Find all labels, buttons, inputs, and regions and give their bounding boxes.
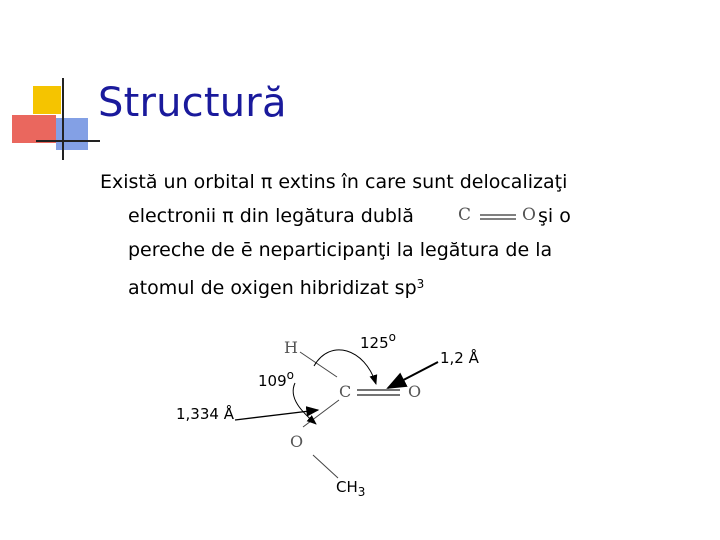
atom-h: H	[284, 338, 298, 357]
angle-125-label	[360, 330, 396, 352]
bond-o-ch3	[313, 455, 338, 478]
inline-formula-c: C	[458, 205, 472, 225]
inline-formula-o: O	[522, 205, 536, 225]
atom-c: C	[339, 382, 352, 401]
angle-125-degree: o	[388, 330, 396, 344]
atom-o-double: O	[408, 382, 422, 401]
bond-c-o-single	[303, 400, 339, 427]
angle-109-value: 109	[258, 372, 287, 390]
angle-125-value: 125	[360, 334, 389, 352]
text-line-2b: şi o	[538, 205, 571, 227]
text-line-1-content: Există un orbital π extins în care sunt delocalizaţi	[100, 171, 568, 193]
bond-h-c	[300, 352, 337, 377]
group-ch3-text: CH	[336, 478, 358, 496]
atom-o-single: O	[290, 432, 304, 451]
angle-109-label	[258, 368, 294, 390]
bond-length-c-o-single-label: 1,334 Å	[176, 405, 234, 423]
group-ch3	[336, 478, 366, 499]
text-line-4-content: atomul de oxigen hibridizat sp	[128, 277, 417, 299]
text-line-4-superscript: 3	[416, 277, 425, 291]
angle-125-arc	[314, 350, 376, 384]
text-line-2a: electronii π din legătura dublă	[128, 205, 414, 227]
group-ch3-subscript: 3	[357, 485, 366, 499]
bond-length-co-label: 1,2 Å	[440, 349, 479, 367]
angle-109-degree: o	[286, 368, 294, 382]
angle-109-arc	[293, 383, 316, 424]
arrow-c-o-single-length	[235, 410, 318, 420]
slide-title: Structură	[98, 80, 287, 126]
text-line-3-content: pereche de ē neparticipanţi la legătura de la	[128, 239, 553, 261]
